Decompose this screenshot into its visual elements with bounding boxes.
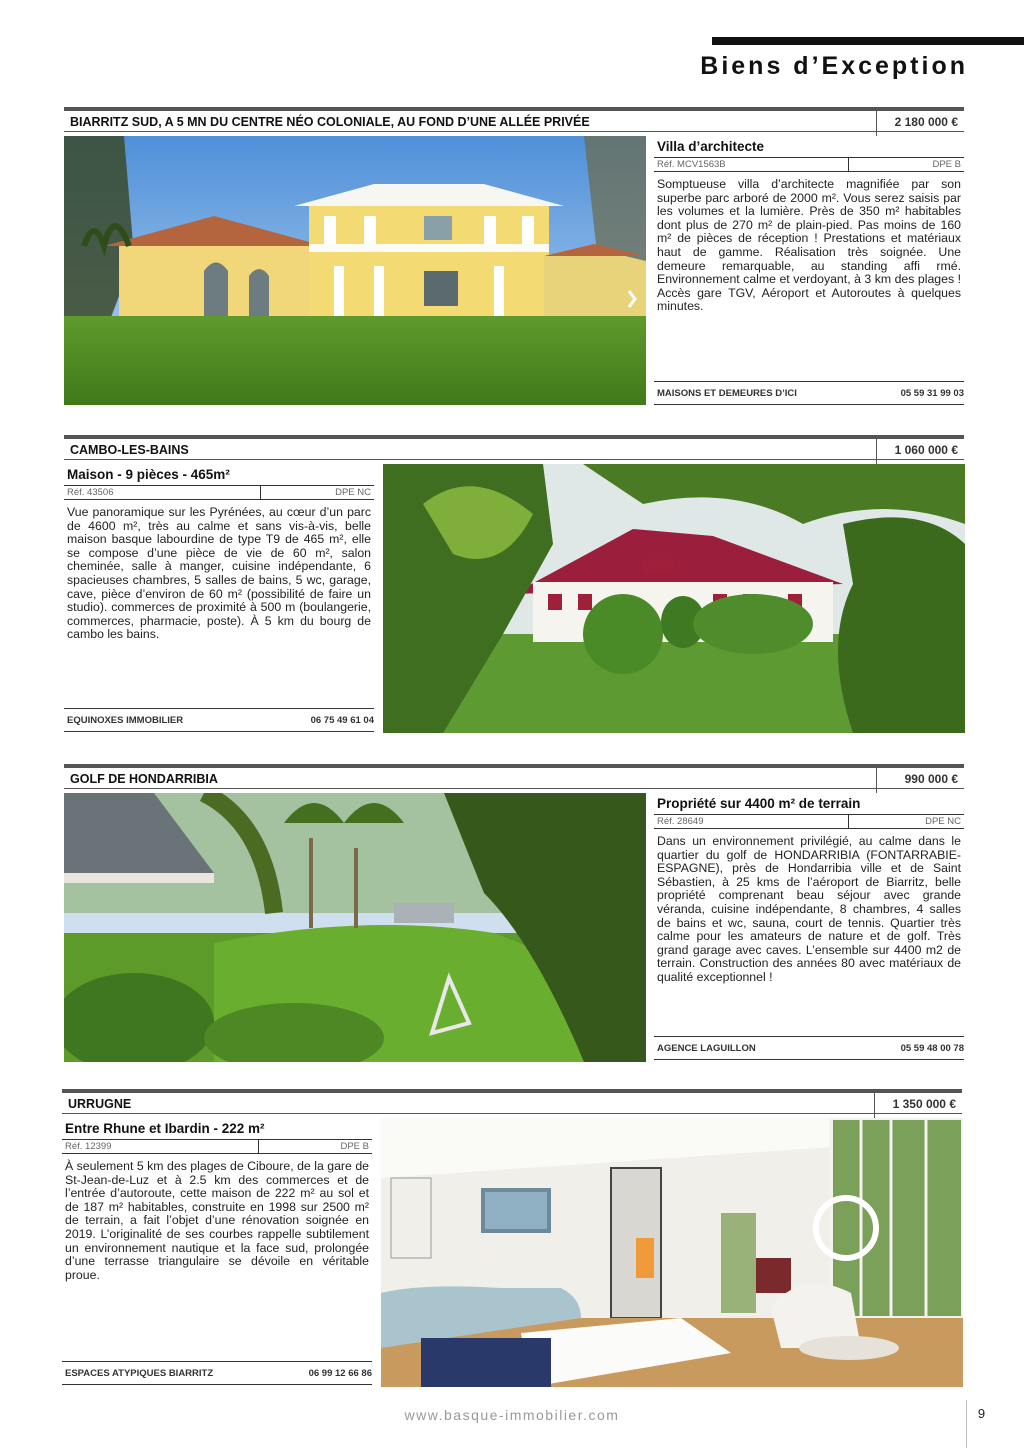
listing-price: 2 180 000 € bbox=[876, 111, 964, 136]
ref-row bbox=[654, 815, 964, 829]
listing-info bbox=[62, 1118, 372, 1387]
brand-title: Biens d’Exception bbox=[700, 52, 968, 80]
top-accent-bar bbox=[712, 37, 1024, 45]
listing-dpe: DPE B bbox=[932, 159, 961, 170]
listing-dpe: DPE B bbox=[340, 1141, 369, 1152]
listing-title: Villa d’architecte bbox=[654, 136, 964, 158]
listing-card bbox=[0, 1089, 1024, 1389]
listing-title: Maison - 9 pièces - 465m² bbox=[64, 464, 374, 486]
listing-title: Entre Rhune et Ibardin - 222 m² bbox=[62, 1118, 372, 1140]
listing-ref: Réf. MCV1563B bbox=[657, 159, 726, 170]
listing-title: Propriété sur 4400 m² de terrain bbox=[654, 793, 964, 815]
listing-photo[interactable] bbox=[381, 1118, 963, 1387]
page-number: 9 bbox=[966, 1400, 996, 1448]
agency-phone[interactable]: 06 99 12 66 86 bbox=[308, 1368, 372, 1379]
listing-dpe: DPE NC bbox=[335, 487, 371, 498]
listing-description: Dans un environnement privilégié, au calme dans le quartier du golf de HONDARRIBIA (FONTARRABIE-ESPAGNE), près de Hondarribia ville et de Saint Sébastien, à 25 kms de l’aéroport de Biarritz, belle propriété comprenant beau séjour avec grande véranda, cuisine indépendante, 8 chambres, 4 salles de bains et wc, sauna, court de tennis. Quartier très calme pour les amateurs de nature et de golf. Très grand garage avec caves. L’ensemble sur 4400 m2 de terrain. Construction des années 80 avec matériaux de qualité exceptionnel ! bbox=[657, 834, 961, 984]
listing-price: 990 000 € bbox=[876, 768, 964, 793]
agency-phone[interactable]: 05 59 48 00 78 bbox=[900, 1043, 964, 1054]
listing-photo[interactable] bbox=[64, 136, 646, 405]
agency-name: EQUINOXES IMMOBILIER bbox=[67, 715, 184, 726]
agency-phone[interactable]: 06 75 49 61 04 bbox=[310, 715, 374, 726]
agency-row bbox=[654, 1036, 964, 1060]
listing-description: Vue panoramique sur les Pyrénées, au cœur d’un parc de 4600 m², très au calme et sans vis-à-vis, belle maison basque labourdine de type T9 de 465 m², elle se compose d’une pièce de vie de 60 m², salon cheminée, salle à manger, cuisine indépendante, 6 spacieuses chambres, 5 salles de bains, 5 wc, garage, cave, pièce d’environ de 60 m² (possibilité de faire un studio). commerces de proximité à 500 m (boulangerie, commerces, pharmacie, poste). À 5 km du bourg de cambo les bains. bbox=[67, 505, 371, 642]
listing-info bbox=[654, 793, 964, 1062]
listing-ref: Réf. 12399 bbox=[65, 1141, 112, 1152]
listing-photo[interactable] bbox=[383, 464, 965, 733]
ref-row bbox=[62, 1140, 372, 1154]
agency-phone[interactable]: 05 59 31 99 03 bbox=[900, 388, 964, 399]
listing-info bbox=[654, 136, 964, 405]
listing-description: Somptueuse villa d’architecte magnifiée par son superbe parc arboré de 2000 m². Vous serez saisis par les volumes et la lumière. Près de 350 m² habitables dont plus de 270 m² de plain-pied. Pas moins de 160 m² de pièces de réception ! Prestations et matériaux haut de gamme. Réalisation très soignée. Une demeure remarquable, au standing affi rmé. Environnement calme et verdoyant, à 3 km des plages ! Accès gare TGV, Aéroport et Autoroutes à quelques minutes. bbox=[657, 177, 961, 314]
agency-name: MAISONS ET DEMEURES D’ICI bbox=[657, 388, 797, 399]
footer-url[interactable]: www.basque-immobilier.com bbox=[404, 1407, 620, 1423]
listing-card bbox=[0, 435, 1024, 735]
listing-info bbox=[64, 464, 374, 733]
agency-name: ESPACES ATYPIQUES BIARRITZ bbox=[65, 1368, 214, 1379]
listing-ref: Réf. 43506 bbox=[67, 487, 114, 498]
listing-photo[interactable] bbox=[64, 793, 646, 1062]
listing-location: GOLF DE HONDARRIBIA bbox=[70, 772, 218, 786]
ref-row bbox=[64, 486, 374, 500]
agency-row bbox=[654, 381, 964, 405]
listing-header bbox=[64, 764, 964, 789]
listing-ref: Réf. 28649 bbox=[657, 816, 704, 827]
listing-header bbox=[64, 435, 964, 460]
listing-card bbox=[0, 764, 1024, 1064]
agency-name: AGENCE LAGUILLON bbox=[657, 1043, 756, 1054]
listing-location: BIARRITZ SUD, A 5 MN DU CENTRE NÉO COLONIALE, AU FOND D’UNE ALLÉE PRIVÉE bbox=[70, 115, 590, 129]
listing-description: À seulement 5 km des plages de Ciboure, de la gare de St-Jean-de-Luz et à 2.5 km des commerces et de l’entrée d’autoroute, cette maison de 222 m² au sol et de 187 m² habitables, construite en 1998 sur 2500 m² de terrain, a fait l’objet d’une rénovation soignée en 2019. L’originalité de ses courbes rappelle subtilement un environnement nautique et la face sud, prolongée d’une terrasse triangulaire se dévoile en véritable proue. bbox=[65, 1159, 369, 1282]
agency-row bbox=[62, 1361, 372, 1385]
agency-row bbox=[64, 708, 374, 732]
listing-price: 1 350 000 € bbox=[874, 1093, 962, 1118]
listing-header bbox=[64, 107, 964, 132]
ref-row bbox=[654, 158, 964, 172]
listing-location: CAMBO-LES-BAINS bbox=[70, 443, 189, 457]
listing-card bbox=[0, 107, 1024, 407]
listing-header bbox=[62, 1089, 962, 1114]
listing-location: URRUGNE bbox=[68, 1097, 132, 1111]
listing-dpe: DPE NC bbox=[925, 816, 961, 827]
listing-price: 1 060 000 € bbox=[876, 439, 964, 464]
